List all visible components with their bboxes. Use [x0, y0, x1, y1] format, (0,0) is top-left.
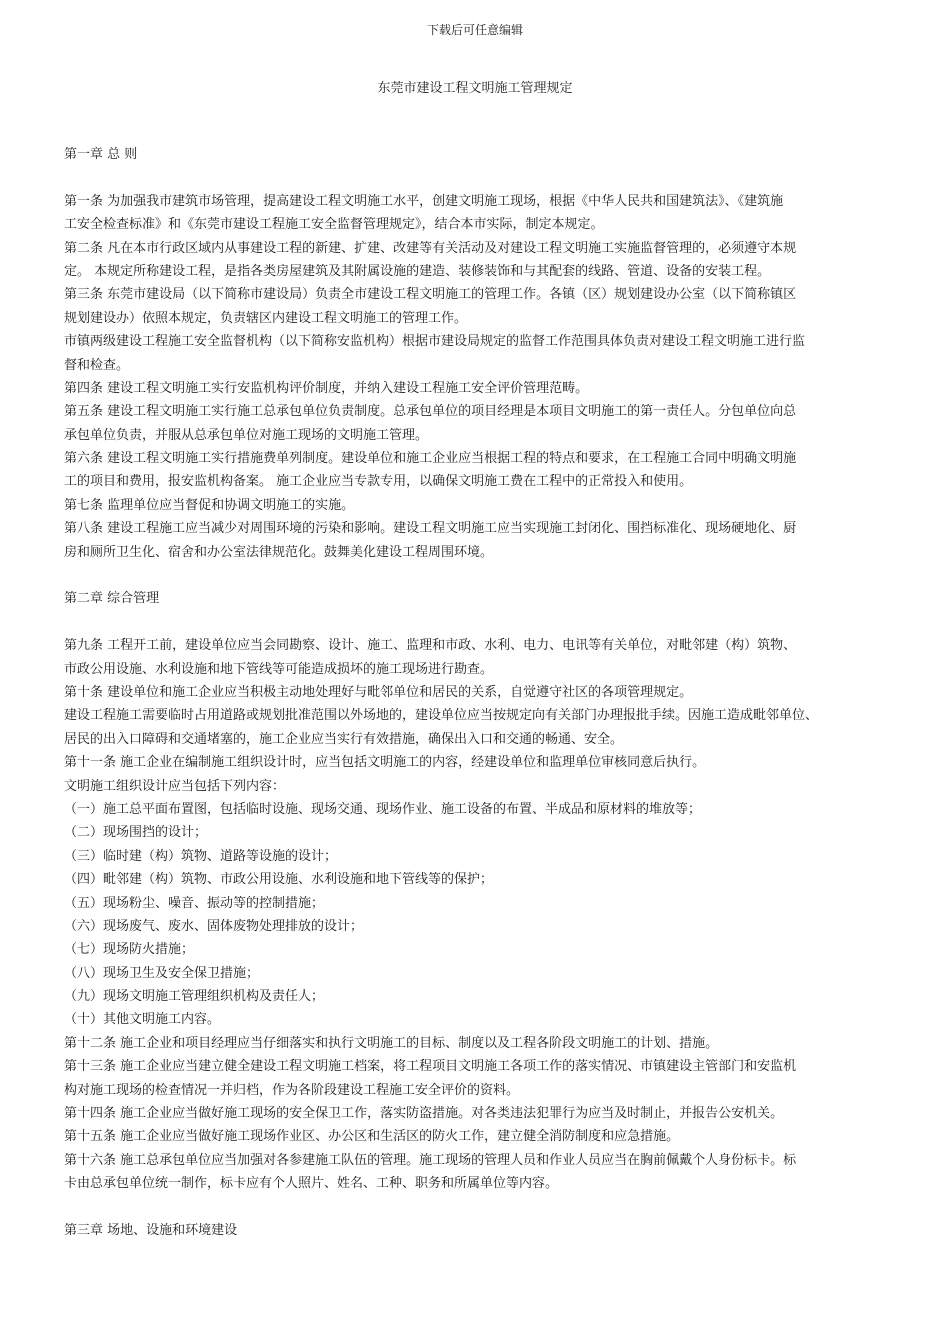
- text-line: 第八条 建设工程施工应当减少对周围环境的污染和影响。建设工程文明施工应当实现施工封闭化、围挡标准化、现场硬地化、厨: [64, 521, 797, 537]
- chapter-1-body: [64, 190, 894, 564]
- text-line: （三）临时建（构）筑物、道路等设施的设计；: [64, 848, 338, 864]
- text-line: 承包单位负责，并服从总承包单位对施工现场的文明施工管理。: [64, 427, 429, 443]
- text-line: 构对施工现场的检查情况一并归档，作为各阶段建设工程施工安全评价的资料。: [64, 1082, 520, 1098]
- text-line: 第十五条 施工企业应当做好施工现场作业区、办公区和生活区的防火工作，建立健全消防制度和应急措施。: [64, 1129, 680, 1145]
- text-line: 市政公用设施、水利设施和地下管线等可能造成损坏的施工现场进行勘查。: [64, 661, 494, 677]
- text-line: 市镇两级建设工程施工安全监督机构（以下简称安监机构）根据市建设局规定的监督工作范围具体负责对建设工程文明施工进行监: [64, 334, 806, 350]
- text-line: 第十一条 施工企业在编制施工组织设计时，应当包括文明施工的内容，经建设单位和监理单位审核同意后执行。: [64, 755, 706, 771]
- text-line: 规划建设办）依照本规定，负责辖区内建设工程文明施工的管理工作。: [64, 310, 468, 326]
- text-line: 建设工程施工需要临时占用道路或规划批准范围以外场地的，建设单位应当按规定向有关部门办理报批手续。因施工造成毗邻单位、: [64, 708, 819, 724]
- text-line: （二）现场围挡的设计；: [64, 825, 208, 841]
- page-header: 下载后可任意编辑: [426, 23, 523, 37]
- text-line: 督和检查。: [64, 357, 130, 373]
- text-line: 文明施工组织设计应当包括下列内容：: [64, 778, 286, 794]
- text-line: 第二条 凡在本市行政区域内从事建设工程的新建、扩建、改建等有关活动及对建设工程文明施工实施监督管理的，必须遵守本规: [64, 240, 797, 256]
- text-line: 第一条 为加强我市建筑市场管理，提高建设工程文明施工水平，创建文明施工现场，根据《中华人民共和国建筑法》、《建筑施: [64, 193, 784, 209]
- text-line: （四）毗邻建（构）筑物、市政公用设施、水利设施和地下管线等的保护；: [64, 872, 494, 888]
- text-line: （七）现场防火措施；: [64, 942, 195, 958]
- text-line: 第四条 建设工程文明施工实行安监机构评价制度，并纳入建设工程施工安全评价管理范畴。: [64, 380, 589, 396]
- text-line: 卡由总承包单位统一制作，标卡应有个人照片、姓名、工种、职务和所属单位等内容。: [64, 1176, 559, 1192]
- text-line: （十）其他文明施工内容。: [64, 1012, 221, 1028]
- text-line: 居民的出入口障碍和交通堵塞的，施工企业应当实行有效措施，确保出入口和交通的畅通、安全。: [64, 731, 624, 747]
- text-line: 第七条 监理单位应当督促和协调文明施工的实施。: [64, 497, 355, 513]
- text-line: （五）现场粉尘、噪音、振动等的控制措施；: [64, 895, 325, 911]
- text-line: 第五条 建设工程文明施工实行施工总承包单位负责制度。总承包单位的项目经理是本项目文明施工的第一责任人。分包单位向总: [64, 404, 797, 420]
- text-line: 第九条 工程开工前，建设单位应当会同勘察、设计、施工、监理和市政、水利、电力、电讯等有关单位，对毗邻建（构）筑物、: [64, 638, 797, 654]
- text-line: 定。 本规定所称建设工程，是指各类房屋建筑及其附属设施的建造、装修装饰和与其配套的线路、管道、设备的安装工程。: [64, 263, 771, 279]
- document-body: [64, 143, 894, 1242]
- text-line: 第十六条 施工总承包单位应当加强对各参建施工队伍的管理。施工现场的管理人员和作业人员应当在胸前佩戴个人身份标卡。标: [64, 1152, 797, 1168]
- text-line: （八）现场卫生及安全保卫措施；: [64, 965, 260, 981]
- text-line: 第三条 东莞市建设局（以下简称市建设局）负责全市建设工程文明施工的管理工作。各镇（区）规划建设办公室（以下简称镇区: [64, 287, 797, 303]
- text-line: 第六条 建设工程文明施工实行措施费单列制度。建设单位和施工企业应当根据工程的特点和要求，在工程施工合同中明确文明施: [64, 451, 797, 467]
- text-line: 第十四条 施工企业应当做好施工现场的安全保卫工作，落实防盗措施。对各类违法犯罪行为应当及时制止，并报告公安机关。: [64, 1106, 784, 1122]
- chapter-2-body: [64, 634, 894, 1195]
- text-line: 第十条 建设单位和施工企业应当积极主动地处理好与毗邻单位和居民的关系，自觉遵守社区的各项管理规定。: [64, 684, 693, 700]
- chapter-heading: 第三章 场地、设施和环境建设: [64, 1222, 238, 1238]
- chapter-heading: 第一章 总 则: [64, 147, 138, 162]
- text-line: 第十三条 施工企业应当建立健全建设工程文明施工档案，将工程项目文明施工各项工作的落实情况、市镇建设主管部门和安监机: [64, 1059, 797, 1075]
- text-line: 工的项目和费用，报安监机构备案。 施工企业应当专款专用，以确保文明施工费在工程中的正常投入和使用。: [64, 474, 693, 490]
- text-line: （一）施工总平面布置图，包括临时设施、现场交通、现场作业、施工设备的布置、半成品和原材料的堆放等；: [64, 801, 702, 817]
- chapter-heading: 第二章 综合管理: [64, 591, 160, 607]
- document-title: 东莞市建设工程文明施工管理规定: [377, 81, 573, 96]
- text-line: （九）现场文明施工管理组织机构及责任人；: [64, 989, 325, 1005]
- text-line: 第十二条 施工企业和项目经理应当仔细落实和执行文明施工的目标、制度以及工程各阶段文明施工的计划、措施。: [64, 1035, 719, 1051]
- text-line: （六）现场废气、废水、固体废物处理排放的设计；: [64, 918, 364, 934]
- text-line: 工安全检查标准》和《东莞市建设工程施工安全监督管理规定》，结合本市实际，制定本规定。: [64, 217, 604, 233]
- text-line: 房和厕所卫生化、宿舍和办公室法律规范化。鼓舞美化建设工程周围环境。: [64, 544, 494, 560]
